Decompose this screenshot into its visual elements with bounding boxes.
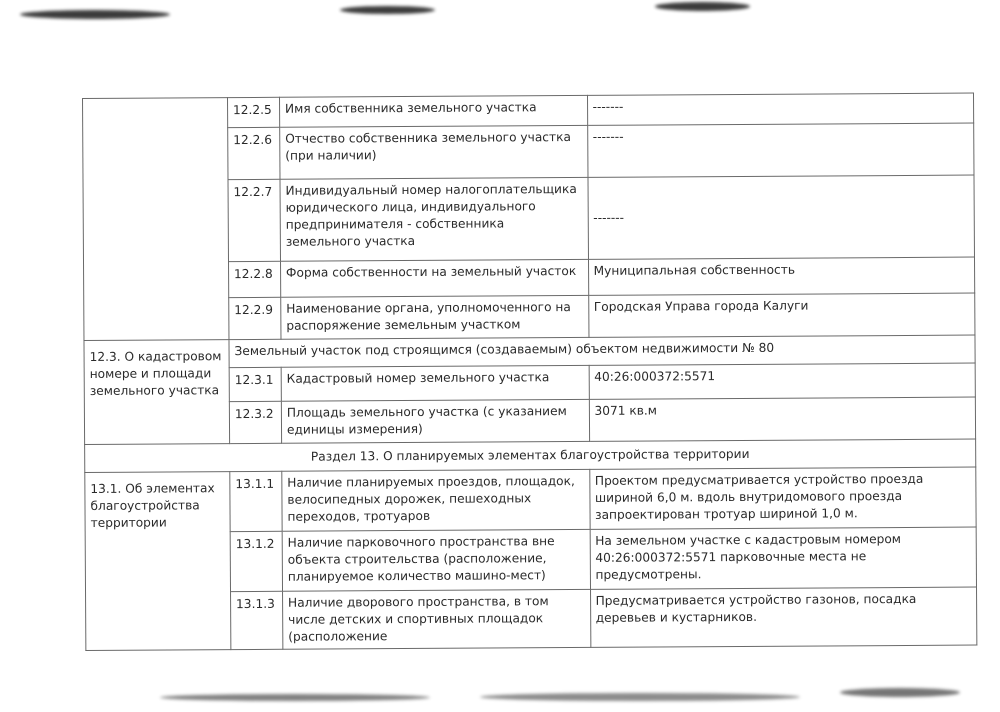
scan-smudge-top-center [340,6,435,14]
row-label: Индивидуальный номер налогоплательщика юридического лица, индивидуального предпринимателя - собственника земельного участка [280,177,588,261]
row-value: Муниципальная собственность [588,257,975,295]
row-label: Отчество собственника земельного участка (при наличии) [280,125,588,179]
row-value: 40:26:000372:5571 [589,363,976,399]
section-12-3-title: 12.3. О кадастровом номере и площади земельного участка [84,340,230,445]
row-value: На земельном участке с кадастровым номером 40:26:000372:5571 парковочные места не предусмотрены. [590,527,977,589]
section-13-heading: Раздел 13. О планируемых элементах благоустройства территории [85,439,976,472]
table-row [85,467,976,532]
row-label: Наименование органа, уполномоченного на распоряжение земельным участком [281,295,589,339]
scan-smudge-bottom-right [840,688,960,697]
row-label: Имя собственника земельного участка [279,95,587,127]
row-number: 12.3.2 [229,401,281,443]
row-label: Наличие парковочного пространства вне объекта строительства (расположение, планируемое количество машино-мест) [282,529,590,591]
row-label: Кадастровый номер земельного участка [281,365,589,401]
row-value: Предусматривается устройство газонов, посадка деревьев и кустарников. [590,587,977,647]
row-number: 12.2.9 [229,297,281,339]
declaration-table [82,93,977,651]
section-13-1-title: 13.1. Об элементах благоустройства территории [85,472,231,651]
row-value: Проектом предусматривается устройство проезда шириной 6,0 м. вдоль внутридомового проезда запроектирован тротуар шириной 1,0 м. [589,467,976,529]
section-12-2-continuation-cell [83,98,229,341]
row-value: ------- [587,93,974,125]
row-value: Городская Управа города Калуги [588,293,975,337]
land-plot-header: Земельный участок под строящимся (создаваемым) объектом недвижимости № 80 [229,335,975,368]
row-number: 12.2.8 [228,261,280,297]
row-number: 13.1.2 [230,531,282,591]
scan-smudge-bottom-center [480,693,800,701]
scan-smudge-top-left [20,10,170,19]
row-label: Площадь земельного участка (с указанием единицы измерения) [281,399,589,443]
scan-smudge-top-right [655,2,750,11]
row-value: 3071 кв.м [589,397,976,441]
row-label: Форма собственности на земельный участок [280,259,588,297]
row-number: 12.3.1 [229,367,281,401]
row-label: Наличие планируемых проездов, площадок, велосипедных дорожек, пешеходных переходов, тротуаров [282,469,590,531]
row-number: 12.2.5 [227,97,279,127]
row-value: ------- [587,123,974,177]
row-number: 13.1.1 [230,471,282,531]
row-number: 12.2.6 [228,127,280,179]
row-value: ------- [588,175,975,259]
row-label: Наличие дворового пространства, в том числе детских и спортивных площадок (расположение [282,589,590,649]
scan-smudge-bottom-left [160,694,430,701]
row-number: 12.2.7 [228,179,280,261]
row-number: 13.1.3 [230,591,282,649]
